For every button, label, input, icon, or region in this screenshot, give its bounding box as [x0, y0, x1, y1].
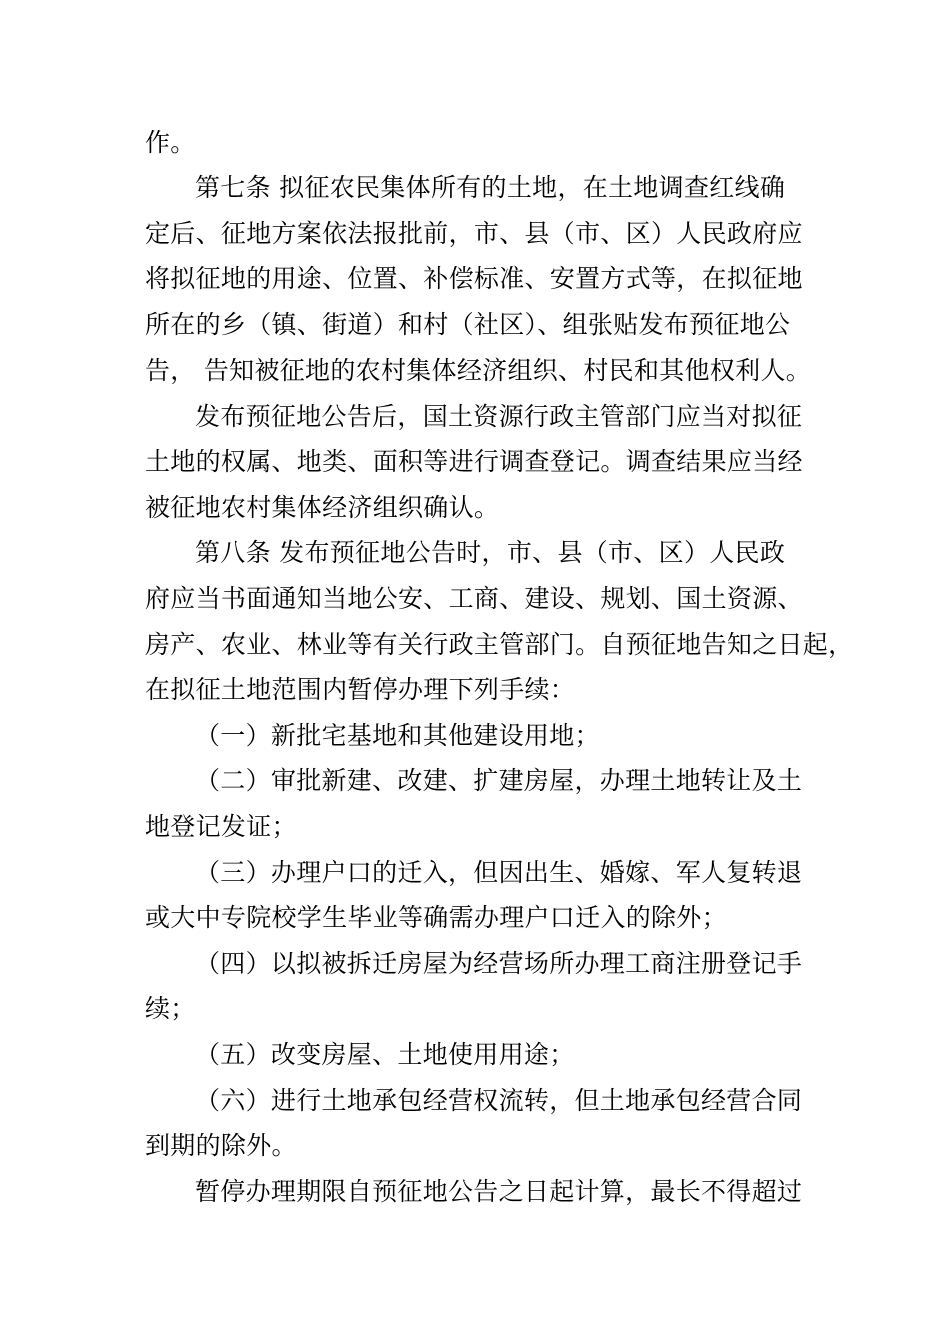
text-line: 将拟征地的用途、位置、补偿标准、安置方式等，在拟征地	[145, 264, 803, 293]
text-line: 发布预征地公告后，国土资源行政主管部门应当对拟征	[195, 402, 803, 431]
text-line: 地登记发证；	[145, 812, 297, 841]
text-line: 第八条 发布预征地公告时，市、县（市、区）人民政	[195, 538, 786, 567]
text-line: 在拟征土地范围内暂停办理下列手续：	[145, 675, 576, 704]
text-line: 第七条 拟征农民集体所有的土地，在土地调查红线确	[195, 173, 786, 202]
text-line: 续；	[145, 994, 196, 1023]
text-line: （二）审批新建、改建、扩建房屋，办理土地转让及土	[195, 766, 803, 795]
text-line: 府应当书面通知当地公安、工商、建设、规划、国土资源、	[145, 584, 803, 613]
text-line: 房产、农业、林业等有关行政主管部门。自预征地告知之日起，	[145, 630, 854, 659]
text-line: 定后、征地方案依法报批前，市、县（市、区）人民政府应	[145, 219, 803, 248]
text-line: （五）改变房屋、土地使用用途；	[195, 1040, 575, 1069]
text-line: 告， 告知被征地的农村集体经济组织、村民和其他权利人。	[145, 356, 812, 385]
text-line: 所在的乡（镇、街道）和村（社区）、组张贴发布预征地公	[145, 310, 791, 339]
text-line: （四）以拟被拆迁房屋为经营场所办理工商注册登记手	[195, 949, 803, 978]
text-line: 土地的权属、地类、面积等进行调查登记。调查结果应当经	[145, 447, 803, 476]
text-line: 到期的除外。	[145, 1131, 297, 1160]
text-line: （六）进行土地承包经营权流转，但土地承包经营合同	[195, 1086, 803, 1115]
text-line: 作。	[145, 128, 196, 157]
text-line: 被征地农村集体经济组织确认。	[145, 493, 500, 522]
text-line: （一）新批宅基地和其他建设用地；	[195, 721, 600, 750]
text-line: 或大中专院校学生毕业等确需办理户口迁入的除外；	[145, 903, 727, 932]
text-line: 暂停办理期限自预征地公告之日起计算，最长不得超过	[195, 1177, 803, 1206]
text-line: （三）办理户口的迁入，但因出生、婚嫁、军人复转退	[195, 858, 803, 887]
